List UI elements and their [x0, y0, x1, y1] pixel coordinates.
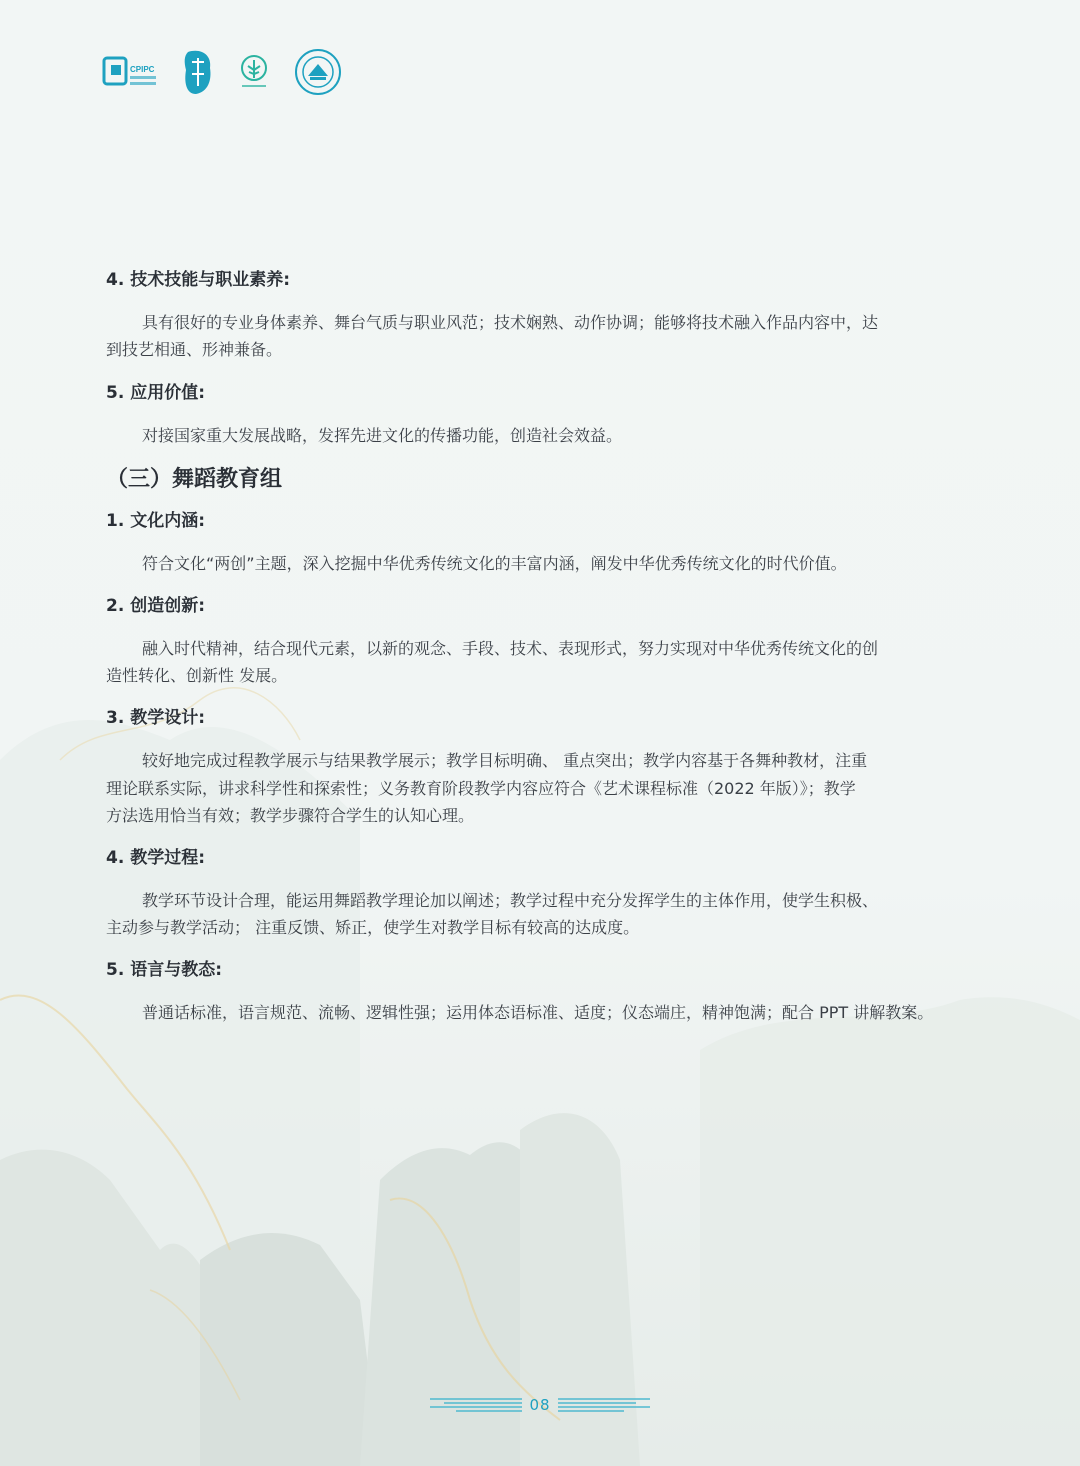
para-teaching-process-line2: 主动参与教学活动； 注重反馈、矫正，使学生对教学目标有较高的达成度。: [106, 918, 640, 937]
heading-application-value: 5. 应用价值:: [106, 383, 206, 403]
para-cultural-connotation: 符合文化“两创”主题，深入挖掘中华优秀传统文化的丰富内涵，阐发中华优秀传统文化的时代价值。: [142, 554, 847, 573]
page-footer: [0, 1392, 1080, 1418]
para-creativity-line2: 造性转化、创新性 发展。: [106, 666, 288, 685]
culture-china-logo-icon: [182, 48, 214, 96]
para-language-demeanor: 普通话标准，语言规范、流畅、逻辑性强；运用体态语标准、适度；仪态端庄，精神饱满；配合 PPT 讲解教案。: [142, 1003, 934, 1022]
para-application-value: 对接国家重大发展战略，发挥先进文化的传播功能，创造社会效益。: [142, 426, 623, 445]
para-tech-skills-line1: 具有很好的专业身体素养、舞台气质与职业风范；技术娴熟、动作协调；能够将技术融入作品内容中，达: [142, 313, 879, 332]
para-tech-skills-line2: 到技艺相通、形神兼备。: [106, 340, 283, 359]
para-teaching-process-line1: 教学环节设计合理，能运用舞蹈教学理论加以阐述；教学过程中充分发挥学生的主体作用，使学生积极、: [142, 891, 879, 910]
heading-cultural-connotation: 1. 文化内涵:: [106, 511, 206, 531]
heading-creativity: 2. 创造创新:: [106, 596, 206, 616]
heading-teaching-process: 4. 教学过程:: [106, 848, 206, 868]
heading-language-demeanor: 5. 语言与教态:: [106, 960, 223, 980]
header-logos: [102, 48, 342, 96]
page-number: 08: [529, 1396, 551, 1414]
cpipc-logo-icon: [102, 52, 158, 92]
section-title-dance-education: （三）舞蹈教育组: [106, 467, 283, 492]
tree-emblem-logo-icon: [238, 52, 270, 92]
cpipc-logo-text: CPIPC: [130, 65, 155, 74]
heading-tech-skills: 4. 技术技能与职业素养:: [106, 270, 291, 290]
para-teaching-design-line1: 较好地完成过程教学展示与结果教学展示；教学目标明确、 重点突出；教学内容基于各舞种教材，注重: [142, 751, 868, 770]
heading-teaching-design: 3. 教学设计:: [106, 708, 206, 728]
para-creativity-line1: 融入时代精神，结合现代元素，以新的观念、手段、技术、表现形式，努力实现对中华优秀传统文化的创: [142, 639, 879, 658]
para-teaching-design-line3: 方法选用恰当有效；教学步骤符合学生的认知心理。: [106, 806, 475, 825]
para-teaching-design-line2: 理论联系实际，讲求科学性和探索性；义务教育阶段教学内容应符合《艺术课程标准（2022 年版）》；教学: [106, 779, 856, 798]
university-seal-logo-icon: [294, 48, 342, 96]
